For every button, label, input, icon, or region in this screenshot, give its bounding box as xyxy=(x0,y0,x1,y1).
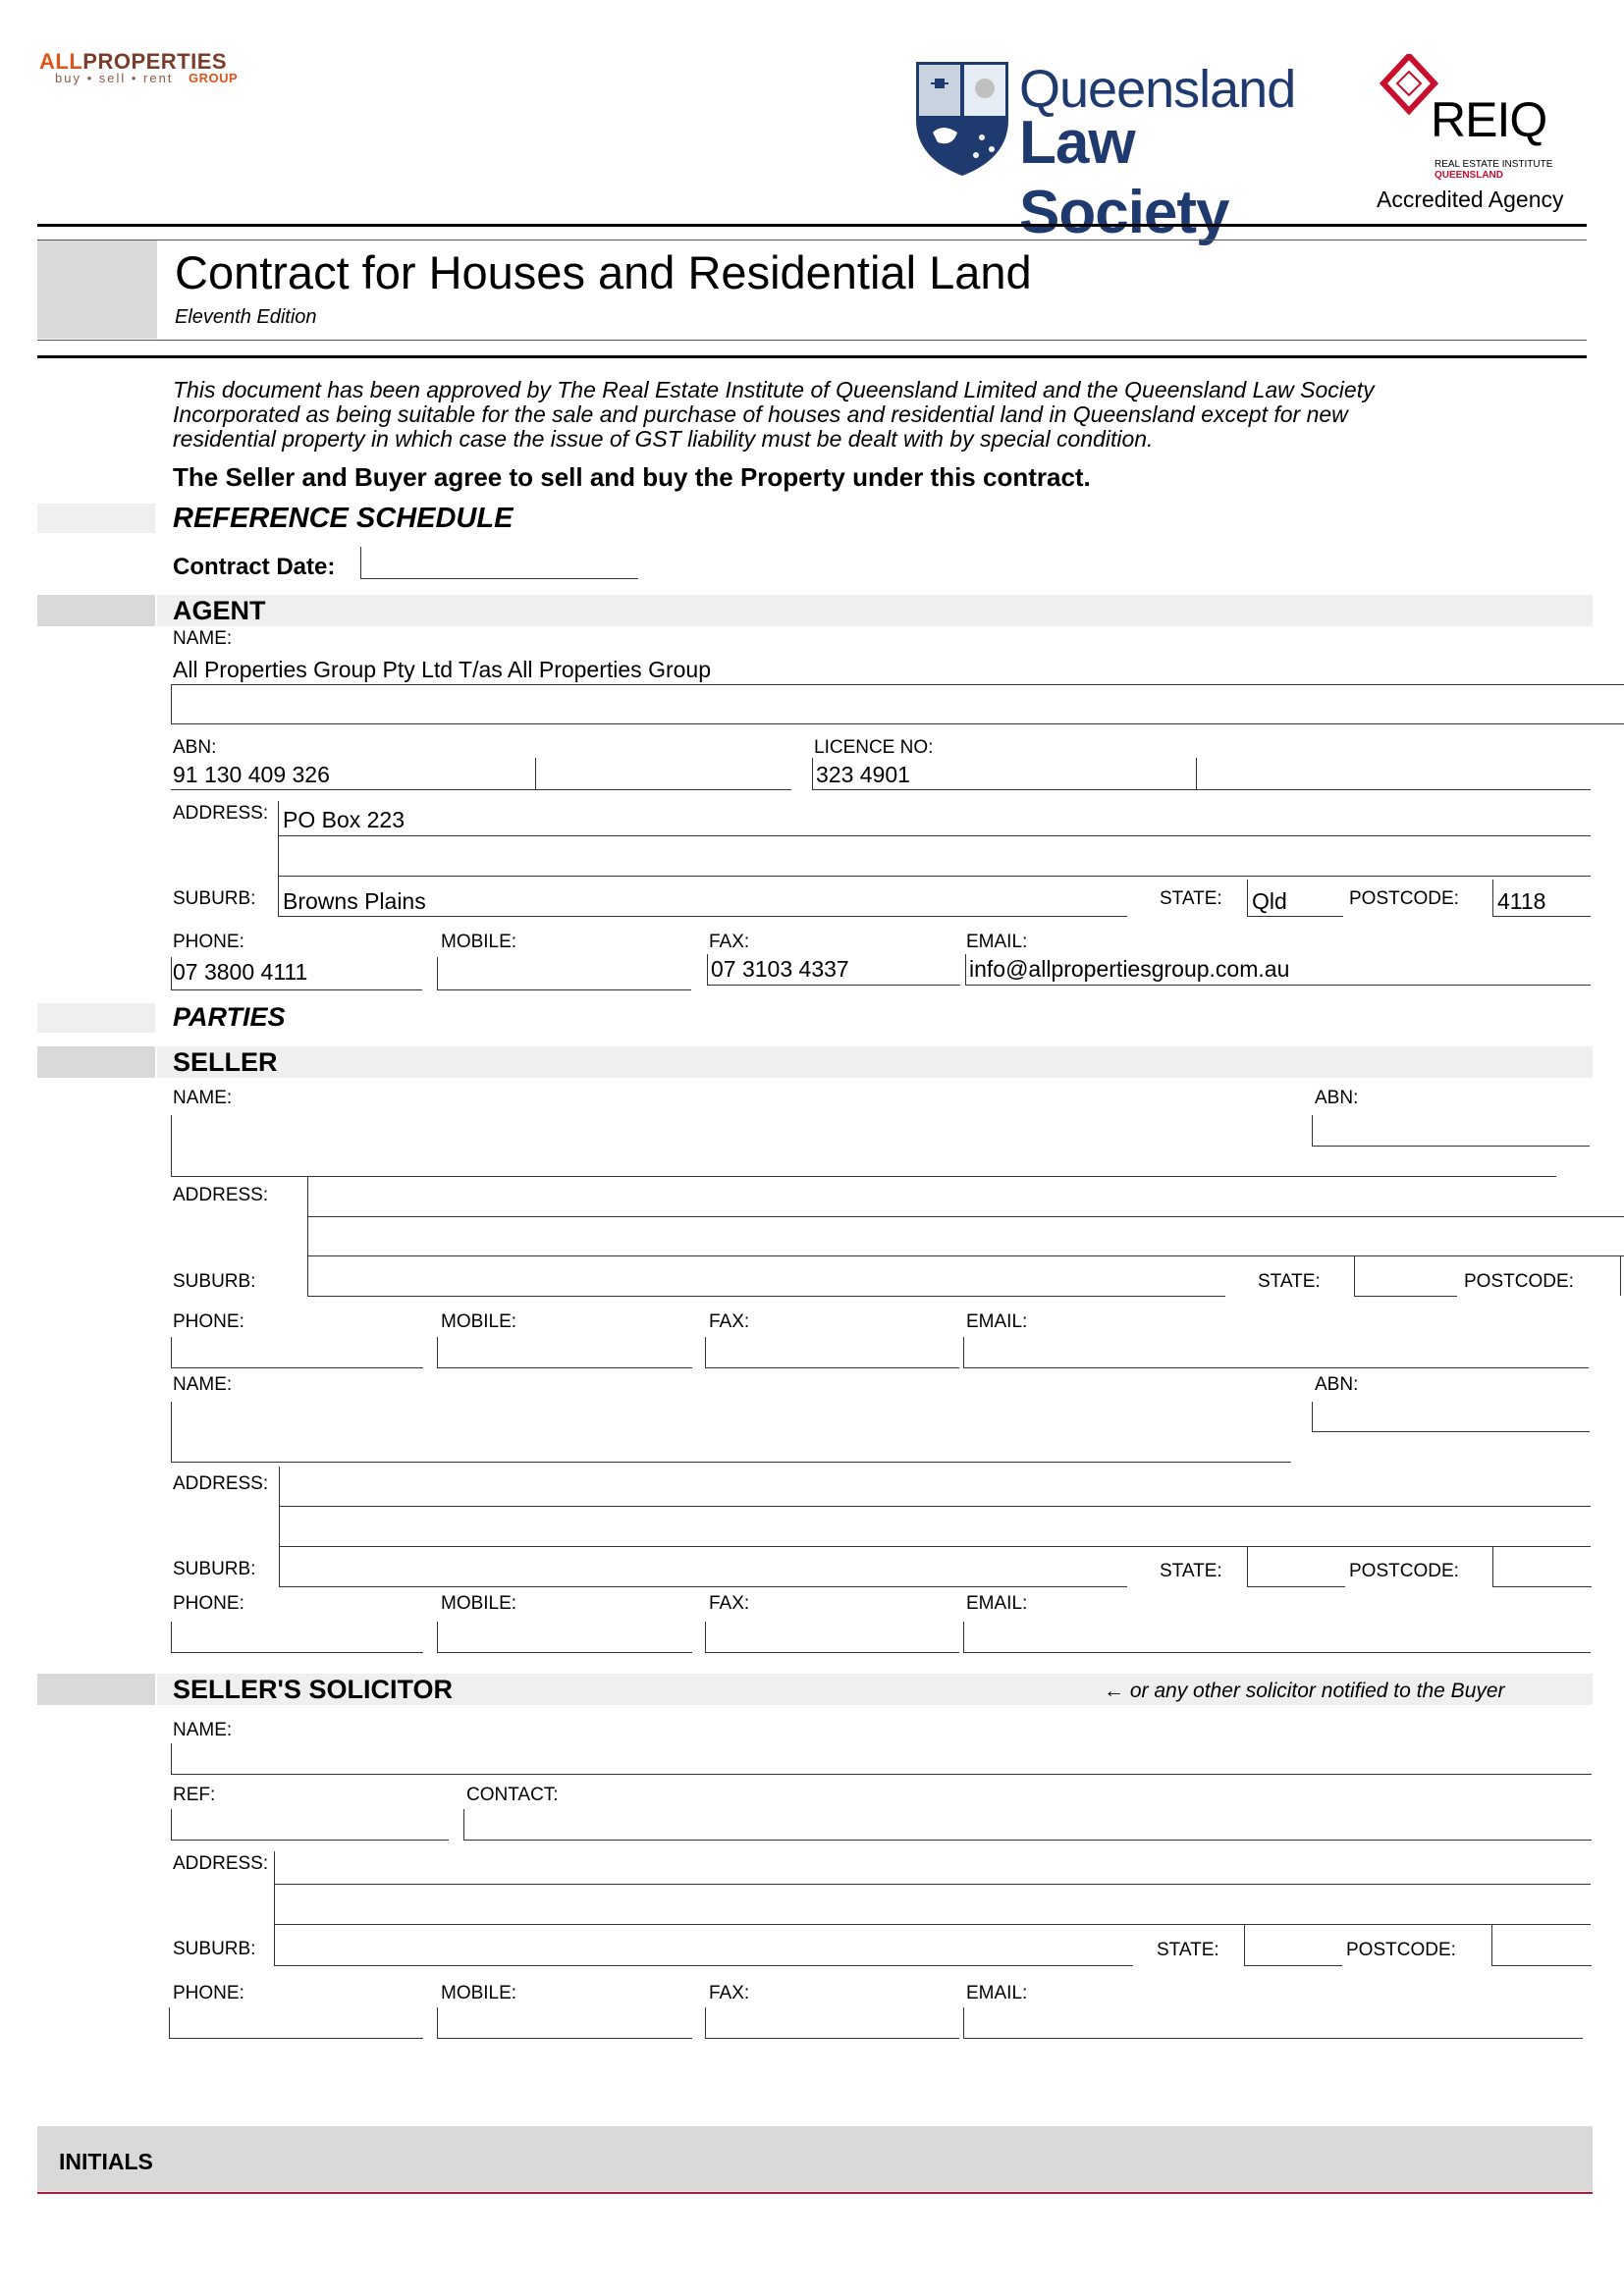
arrow-left-icon: ← xyxy=(1104,1680,1124,1702)
agent-phone-vline xyxy=(171,957,172,989)
solicitor-contact-field[interactable] xyxy=(463,1809,1592,1841)
qls-shield-icon xyxy=(913,59,1011,177)
agreement-statement: The Seller and Buyer agree to sell and buy the Property under this contract. xyxy=(173,462,1091,492)
title-rule-bottom xyxy=(37,340,1587,341)
solicitor-phone-field[interactable] xyxy=(169,2007,423,2039)
logo-properties: PROPERTIES xyxy=(82,49,228,74)
agent-mobile-label: MOBILE: xyxy=(441,932,517,952)
agent-postcode-field[interactable]: 4118 xyxy=(1497,888,1546,914)
agent-suburb-field[interactable]: Browns Plains xyxy=(283,888,426,914)
agent-name-line2 xyxy=(171,723,1624,724)
agent-email-field[interactable]: info@allpropertiesgroup.com.au xyxy=(969,956,1290,982)
solicitor-heading: SELLER'S SOLICITOR xyxy=(173,1675,453,1704)
agent-licence-field[interactable]: 323 4901 xyxy=(816,762,910,787)
parties-heading: PARTIES xyxy=(173,1002,286,1032)
agent-abn-label: ABN: xyxy=(173,737,217,758)
seller-heading: SELLER xyxy=(173,1047,278,1077)
agent-name-field[interactable]: All Properties Group Pty Ltd T/as All Properties Group xyxy=(173,657,711,682)
solicitor-suburb-field[interactable] xyxy=(274,1925,1133,1966)
solicitor-email-field[interactable] xyxy=(963,2007,1583,2039)
seller2-state-label: STATE: xyxy=(1160,1561,1222,1581)
approval-line-3: residential property in which case the issue of GST liability must be dealt with by special condition. xyxy=(173,426,1154,452)
agent-postcode-label: POSTCODE: xyxy=(1349,888,1459,909)
reiq-logo xyxy=(1370,54,1586,182)
agent-phone-field[interactable]: 07 3800 4111 xyxy=(173,959,308,985)
initials-bar xyxy=(37,2126,1593,2191)
accredited-agency: Accredited Agency xyxy=(1377,187,1564,212)
seller2-suburb-label: SUBURB: xyxy=(173,1559,256,1579)
solicitor-email-label: EMAIL: xyxy=(966,1983,1028,2003)
agent-postcode-line xyxy=(1492,916,1591,917)
ref-schedule-band xyxy=(37,504,155,533)
agent-phone-line xyxy=(171,989,422,990)
solicitor-grey-block xyxy=(37,1674,155,1705)
reiq-sub1: REAL ESTATE INSTITUTE xyxy=(1435,159,1553,170)
seller2-postcode-field[interactable] xyxy=(1492,1547,1592,1587)
seller1-suburb-label: SUBURB: xyxy=(173,1271,256,1292)
document-edition: Eleventh Edition xyxy=(175,306,317,328)
seller2-name-label: NAME: xyxy=(173,1374,233,1395)
seller2-fax-field[interactable] xyxy=(705,1622,959,1653)
contract-date-label: Contract Date: xyxy=(173,554,336,580)
seller2-postcode-label: POSTCODE: xyxy=(1349,1561,1459,1581)
seller2-phone-field[interactable] xyxy=(171,1622,423,1653)
agent-state-field[interactable]: Qld xyxy=(1252,888,1287,914)
seller1-abn-field[interactable] xyxy=(1312,1115,1590,1147)
solicitor-name-label: NAME: xyxy=(173,1720,233,1740)
solicitor-ref-field[interactable] xyxy=(171,1809,449,1841)
seller1-fax-field[interactable] xyxy=(705,1337,959,1368)
seller2-fax-label: FAX: xyxy=(709,1593,750,1614)
agent-licence-label: LICENCE NO: xyxy=(814,737,934,758)
seller1-postcode-field[interactable] xyxy=(1620,1256,1624,1296)
qls-line2: Law Society xyxy=(1019,109,1229,246)
qls-logo xyxy=(913,59,1355,246)
seller2-abn-label: ABN: xyxy=(1315,1374,1359,1395)
parties-band xyxy=(37,1003,155,1033)
reiq-sub2: QUEENSLAND xyxy=(1435,170,1504,181)
agent-heading: AGENT xyxy=(173,596,266,625)
agent-state-label: STATE: xyxy=(1160,888,1222,909)
agent-fax-label: FAX: xyxy=(709,932,750,952)
solicitor-fax-field[interactable] xyxy=(705,2007,959,2039)
seller-band xyxy=(157,1046,1593,1078)
solicitor-contact-label: CONTACT: xyxy=(466,1785,559,1805)
agent-name-label: NAME: xyxy=(173,628,233,649)
agent-licence-line xyxy=(812,789,1591,790)
agent-email-vline xyxy=(965,954,966,985)
agent-suburb-line xyxy=(278,916,1127,917)
title-rule-top xyxy=(37,224,1587,227)
logo-tagline: buy • sell • rent xyxy=(55,71,174,85)
seller2-abn-field[interactable] xyxy=(1312,1402,1590,1432)
logo-all: ALL xyxy=(39,49,83,74)
solicitor-postcode-label: POSTCODE: xyxy=(1346,1940,1456,1960)
seller1-state-label: STATE: xyxy=(1258,1271,1321,1292)
agent-fax-field[interactable]: 07 3103 4337 xyxy=(711,956,849,982)
agent-state-vline xyxy=(1247,880,1248,916)
contract-date-field[interactable] xyxy=(360,547,638,579)
title-rule-bottom2 xyxy=(37,355,1587,358)
solicitor-postcode-field[interactable] xyxy=(1491,1925,1592,1966)
agent-fax-line xyxy=(707,985,960,986)
reference-schedule-heading: REFERENCE SCHEDULE xyxy=(173,503,514,534)
agent-address-field[interactable]: PO Box 223 xyxy=(283,807,406,832)
solicitor-name-field[interactable] xyxy=(171,1743,1592,1775)
agent-name-line1 xyxy=(171,684,1624,685)
solicitor-mobile-field[interactable] xyxy=(437,2007,692,2039)
seller1-mobile-field[interactable] xyxy=(437,1337,692,1368)
seller2-address-label: ADDRESS: xyxy=(173,1473,269,1494)
seller1-email-label: EMAIL: xyxy=(966,1311,1028,1332)
solicitor-address-label: ADDRESS: xyxy=(173,1853,269,1874)
seller2-email-field[interactable] xyxy=(963,1622,1591,1653)
qls-line1: Queensland xyxy=(1019,60,1296,119)
agent-licence-vline2 xyxy=(1196,758,1197,789)
seller1-address-label: ADDRESS: xyxy=(173,1185,269,1205)
seller1-phone-label: PHONE: xyxy=(173,1311,244,1332)
seller1-fax-label: FAX: xyxy=(709,1311,750,1332)
agent-fax-vline xyxy=(707,954,708,985)
title-grey-block xyxy=(37,240,157,339)
agent-suburb-label: SUBURB: xyxy=(173,888,256,909)
approval-line-2: Incorporated as being suitable for the sale and purchase of houses and residential land in Queensland except for new xyxy=(173,401,1348,427)
solicitor-state-label: STATE: xyxy=(1157,1940,1219,1960)
agent-name-vline xyxy=(171,684,172,723)
seller2-name-field[interactable] xyxy=(171,1402,1291,1463)
solicitor-address-field[interactable] xyxy=(274,1851,1591,1885)
approval-text xyxy=(173,378,1375,452)
seller-grey-block xyxy=(37,1046,155,1078)
agent-band xyxy=(157,595,1593,626)
logo-group: GROUP xyxy=(189,71,239,85)
approval-line-1: This document has been approved by The Real Estate Institute of Queensland Limited and the Queensland Law Society xyxy=(173,377,1375,402)
agent-mobile-line xyxy=(437,989,691,990)
seller2-address-field[interactable] xyxy=(279,1467,1591,1507)
seller2-mobile-label: MOBILE: xyxy=(441,1593,517,1614)
agent-address-line1 xyxy=(278,835,1591,836)
solicitor-ref-label: REF: xyxy=(173,1785,216,1805)
solicitor-suburb-label: SUBURB: xyxy=(173,1939,256,1959)
solicitor-fax-label: FAX: xyxy=(709,1983,750,2003)
agent-abn-vline xyxy=(535,758,536,789)
agent-address-label: ADDRESS: xyxy=(173,803,269,824)
agent-phone-label: PHONE: xyxy=(173,932,244,952)
seller1-address-field[interactable] xyxy=(307,1177,1624,1217)
agent-abn-field[interactable]: 91 130 409 326 xyxy=(173,762,330,787)
seller1-name-label: NAME: xyxy=(173,1088,233,1108)
agent-email-label: EMAIL: xyxy=(966,932,1028,952)
document-title: Contract for Houses and Residential Land xyxy=(175,246,1032,298)
seller2-suburb-field[interactable] xyxy=(279,1547,1127,1587)
seller1-email-field[interactable] xyxy=(963,1337,1589,1368)
reiq-name: REIQ xyxy=(1431,92,1547,147)
agent-address-line2 xyxy=(278,876,1591,877)
solicitor-mobile-label: MOBILE: xyxy=(441,1983,517,2003)
seller1-state-field[interactable] xyxy=(1354,1256,1457,1297)
seller1-postcode-label: POSTCODE: xyxy=(1464,1271,1574,1292)
agent-postcode-vline xyxy=(1492,880,1493,916)
initials-label: INITIALS xyxy=(59,2149,153,2174)
solicitor-note-text: or any other solicitor notified to the Buyer xyxy=(1129,1680,1505,1702)
seller1-suburb-field[interactable] xyxy=(307,1256,1225,1297)
all-properties-logo xyxy=(39,49,285,93)
initials-rule xyxy=(37,2192,1593,2194)
seller1-abn-label: ABN: xyxy=(1315,1088,1359,1108)
solicitor-state-field[interactable] xyxy=(1244,1925,1342,1966)
seller2-phone-label: PHONE: xyxy=(173,1593,244,1614)
agent-grey-block xyxy=(37,595,155,626)
agent-licence-vline1 xyxy=(812,758,813,789)
agent-mobile-vline xyxy=(437,957,438,989)
agent-email-line xyxy=(965,985,1591,986)
seller1-mobile-label: MOBILE: xyxy=(441,1311,517,1332)
agent-address-vline xyxy=(278,801,279,917)
seller2-state-field[interactable] xyxy=(1247,1547,1345,1587)
solicitor-phone-label: PHONE: xyxy=(173,1983,244,2003)
agent-abn-line xyxy=(171,789,791,790)
seller1-phone-field[interactable] xyxy=(171,1337,423,1368)
agent-state-line xyxy=(1247,916,1343,917)
seller2-mobile-field[interactable] xyxy=(437,1622,692,1653)
seller2-email-label: EMAIL: xyxy=(966,1593,1028,1614)
solicitor-note xyxy=(1104,1680,1505,1703)
